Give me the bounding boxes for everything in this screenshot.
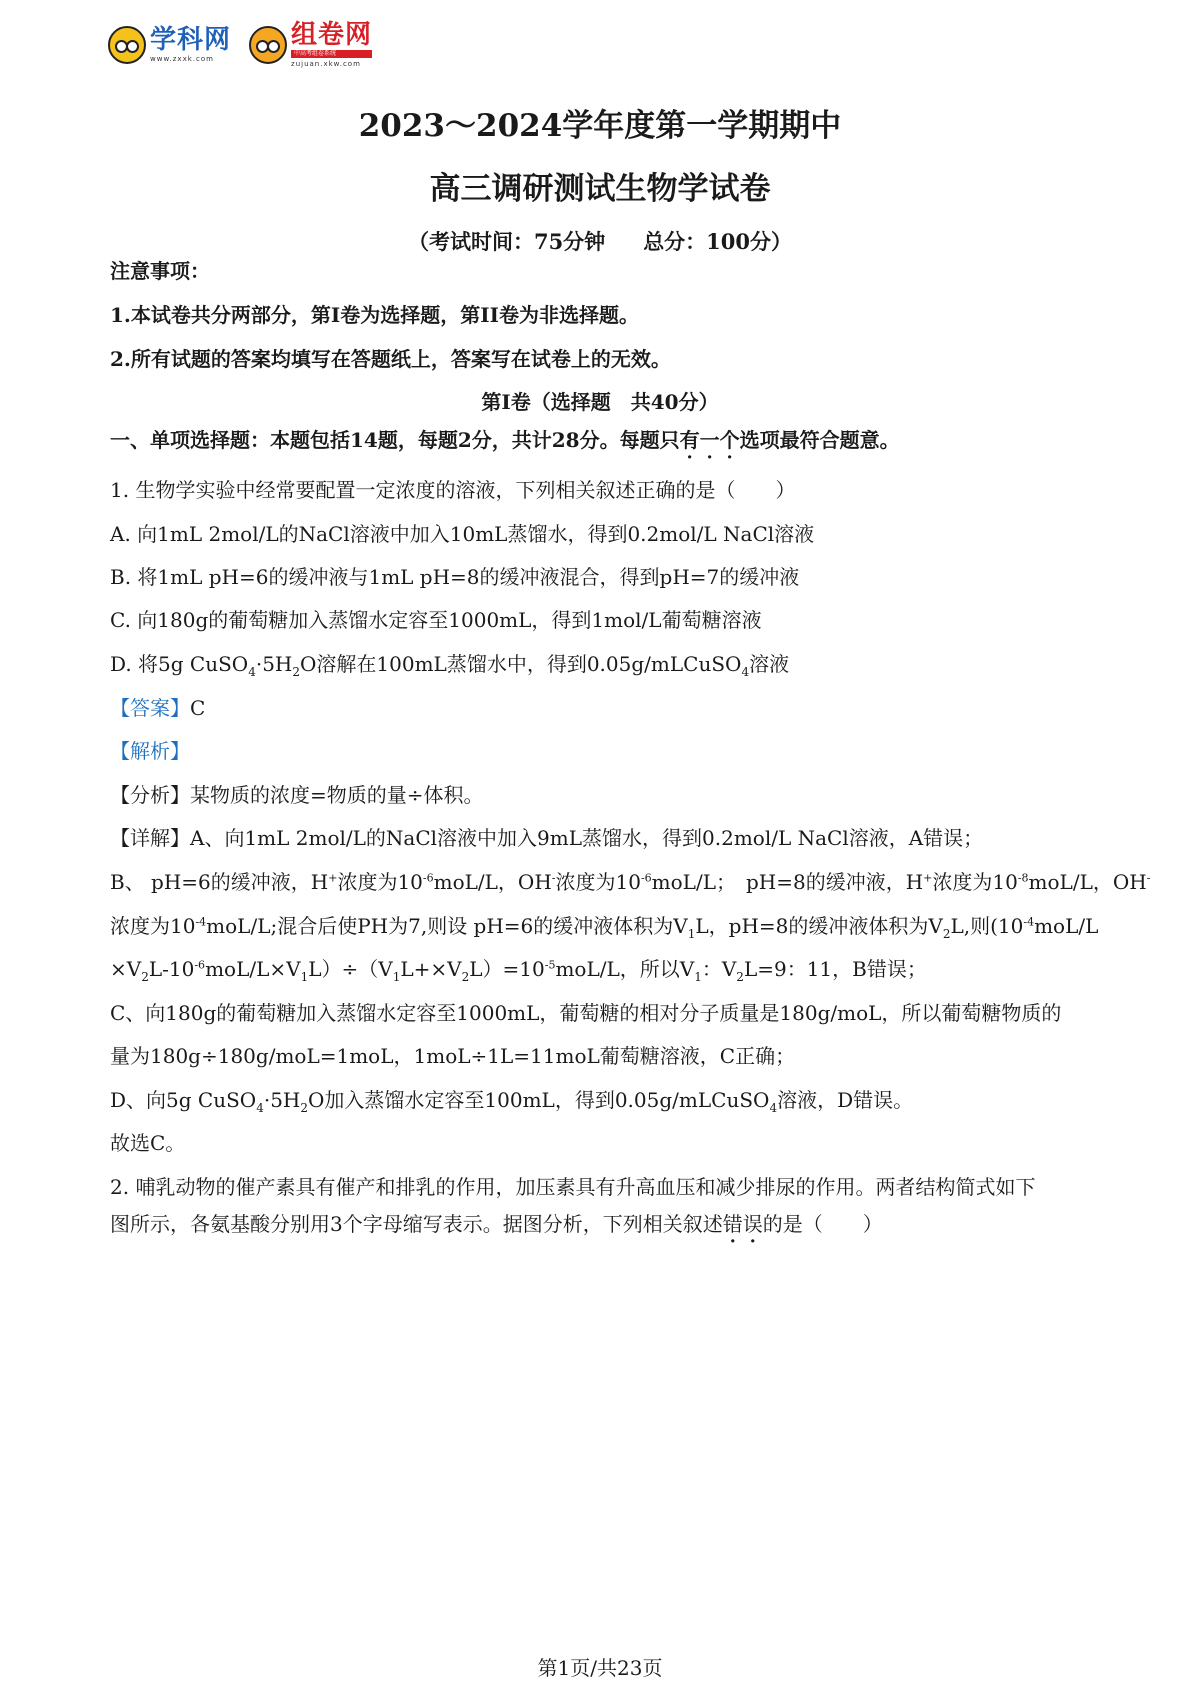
q1-option-c: C. 向180g的葡萄糖加入蒸馏水定容至1000mL，得到1mol/L葡萄糖溶液 — [110, 608, 762, 632]
header-logos — [108, 20, 390, 70]
q1-detail-a: 【详解】A、向1mL 2mol/L的NaCl溶液中加入9mL蒸馏水，得到0.2mol/L NaCl溶液，A错误； — [110, 826, 984, 850]
page-number: 第1页/共23页 — [537, 1656, 663, 1680]
answer-label: 【答案】 — [110, 696, 190, 720]
q1-option-d: D. 将5g $CuSO_4\cdot 5H_2O$溶解在100mL蒸馏水中，得到0.05g/mLCuSO$_4$溶液 — [110, 652, 790, 679]
logo1-url: www.zxxk.com — [150, 55, 214, 63]
exam-score: 总分：100分） — [643, 229, 793, 254]
q1-conclusion: 故选C。 — [110, 1131, 186, 1155]
q1-detail-b-line2: 浓度为$10^{-4}moL/L$;混合后使PH为7,则设 pH=6的缓冲液体积为$V_1L$，pH=8的缓冲液体积为$V_2L$,则($10^{-4}moL/L$ — [110, 914, 1099, 941]
exam-title-line2: 高三调研测试生物学试卷 — [429, 171, 771, 207]
q1-detail-b-line1: B、 pH=6的缓冲液，H+浓度为$10^{-6}moL/L$，OH-浓度为$10^{-6}moL/L$； pH=8的缓冲液，H+浓度为$10^{-8}moL/L$，OH- — [110, 870, 1151, 894]
mascot-icon — [249, 26, 287, 64]
logo1-title: 学科网 — [150, 25, 232, 55]
zxxk-logo — [108, 26, 231, 64]
q1-detail-c-line2: 量为180g÷180g/moL=1moL，1moL÷1L=11moL葡萄糖溶液，C正确； — [110, 1044, 796, 1068]
q1-option-b: B. 将1mL pH=6的缓冲液与1mL pH=8的缓冲液混合，得到pH=7的缓冲液 — [110, 565, 800, 589]
logo2-badge: 中高考组卷系统 — [291, 50, 372, 58]
q1-stem: 1. 生物学实验中经常要配置一定浓度的溶液，下列相关叙述正确的是（ ） — [110, 478, 796, 502]
notice-item-2: 2.所有试题的答案均填写在答题纸上，答案写在试卷上的无效。 — [110, 347, 671, 371]
q1-option-a: A. 向1mL 2mol/L的NaCl溶液中加入10mL蒸馏水，得到0.2mol/L NaCl溶液 — [110, 522, 815, 546]
notice-heading: 注意事项： — [110, 259, 210, 283]
exam-info — [0, 226, 1200, 256]
exam-title-line1: 2023～2024学年度第一学期期中 — [358, 108, 842, 144]
section-heading: 一、单项选择题：本题包括14题，每题2分，共计28分。每题只有一个选项最符合题意。 — [110, 428, 900, 452]
q2-stem-line1: 2. 哺乳动物的催产素具有催产和排乳的作用，加压素具有升高血压和减少排尿的作用。两者结构简式如下 — [110, 1175, 1036, 1199]
q1-detail-b-line3: $\times V_2L-10^{-6}moL/L\times V_1L)\div(V_1L+\times V_2L)=10^{-5}moL/L$，所以$V_1$：$V_2L=9$：11，B错误； — [110, 957, 927, 984]
part-title: 第I卷（选择题 共40分） — [481, 390, 719, 414]
logo2-title: 组卷网 — [291, 20, 373, 50]
zujuan-logo — [249, 22, 372, 68]
q1-detail-d: D、向5g $CuSO_4\cdot 5H_2O$加入蒸馏水定容至100mL，得到0.05g/mLCuSO$_4$溶液，D错误。 — [110, 1088, 914, 1115]
q1-fenxi: 【分析】某物质的浓度=物质的量÷体积。 — [110, 783, 484, 807]
exam-time: （考试时间：75分钟 — [407, 229, 606, 254]
mascot-icon — [108, 26, 146, 64]
logo2-url: zujuan.xkw.com — [291, 60, 361, 68]
answer-value: C — [190, 696, 206, 720]
q2-stem-line2: 图所示，各氨基酸分别用3个字母缩写表示。据图分析，下列相关叙述错误的是（ ） — [110, 1212, 883, 1236]
q1-answer — [110, 692, 1100, 721]
notice-item-1: 1.本试卷共分两部分，第I卷为选择题，第II卷为非选择题。 — [110, 303, 639, 327]
analysis-label: 【解析】 — [110, 739, 190, 763]
q1-detail-c-line1: C、向180g的葡萄糖加入蒸馏水定容至1000mL，葡萄糖的相对分子质量是180g/moL，所以葡萄糖物质的 — [110, 1001, 1062, 1025]
